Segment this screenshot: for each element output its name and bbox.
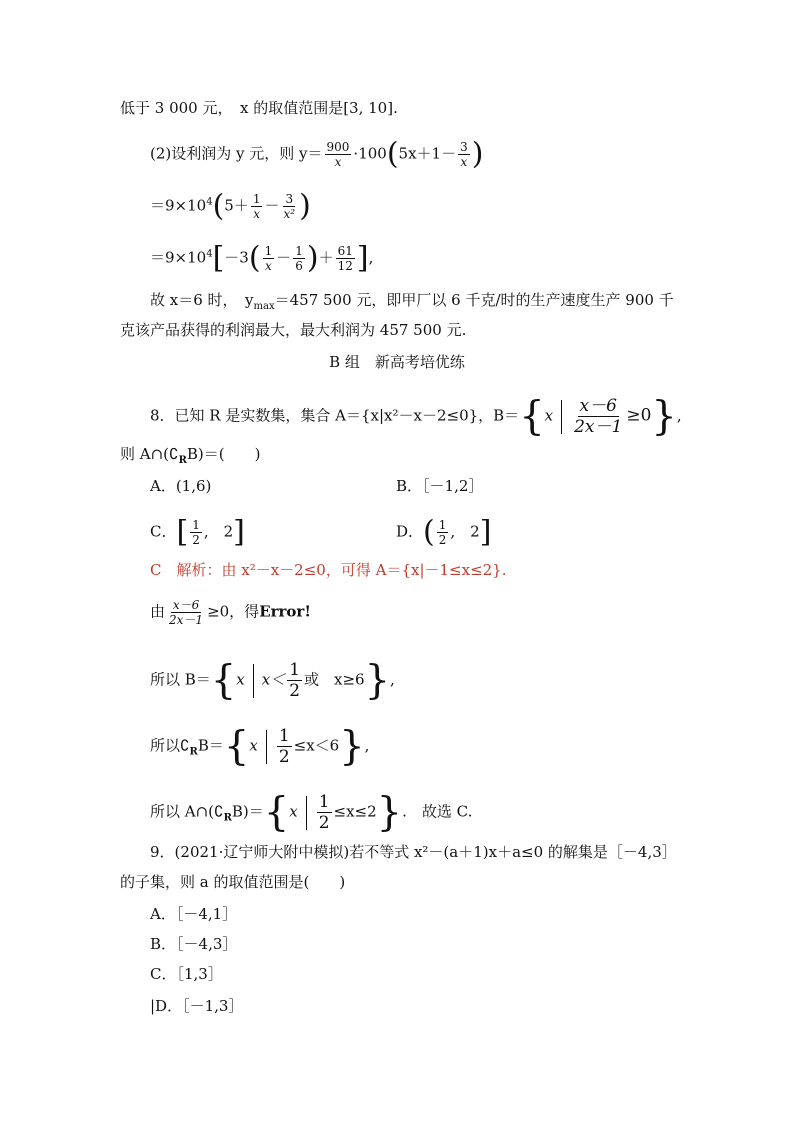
profit-intro: (2)设利润为 y 元，则 y＝ <box>150 144 323 163</box>
profit-step-2: $=9\times 10^4[-3$( $\frac{1}{x}$ － $\frac{1}{6}$ )＋ $\frac{61}{12}$ ], <box>150 240 374 276</box>
range-text: 低于 3 000 元， x 的取值范围是[3, 10]. <box>120 99 398 117</box>
conclusion-line-2: 克该产品获得的利润最大，最大利润为 457 500 元. <box>120 321 467 339</box>
option-b[interactable]: B．［－1,2］ <box>396 477 484 495</box>
conclusion-line-1: 故 x＝6 时， $y_{max}=457$ 500 元，即甲厂以 6 千克/时的生产速度生产 900 千 <box>150 291 674 312</box>
option-d[interactable]: D．( $\frac{1}{2}$ , 2] <box>396 514 492 550</box>
q9-option-a[interactable]: A．［－4,1］ <box>150 905 238 923</box>
error-text: Error! <box>259 602 311 621</box>
q9-option-c[interactable]: C．［1,3］ <box>150 965 223 983</box>
solution-line-3: 所以 B＝{x x＜ $\frac{1}{2}$ 或 x≥6}, <box>150 657 395 704</box>
question-9-stem: 9．(2021·辽宁师大附中模拟)若不等式 x²－(a＋1)x＋a≤0 的解集是［－4,3］ <box>150 843 677 861</box>
question-9-ask: 的子集，则 a 的取值范围是( ) <box>120 873 346 891</box>
solution-line-5: 所以 $A\cap(∁_RB)=\{x$ $\frac{1}{2}$ ≤x≤2}. 故选 C. <box>150 789 473 836</box>
question-8-ask: 则 $A\cap(∁_RB)=$( ) <box>120 445 261 466</box>
q9-option-b[interactable]: B．［－4,3］ <box>150 935 238 953</box>
solution-line-4: 所以$∁_RB=\{x$ $\frac{1}{2}$ ≤x＜6}, <box>150 723 370 770</box>
text-line-range <box>120 98 398 118</box>
option-a[interactable]: A．(1,6) <box>150 477 212 495</box>
option-c[interactable]: C．[ $\frac{1}{2}$ , 2] <box>150 514 245 550</box>
answer-mark: C <box>150 561 162 579</box>
section-heading: B 组 新高考培优练 <box>329 353 465 371</box>
profit-formula-line: (2)设利润为 y 元，则 y＝ $\frac{900}{x}$ ·100(5x＋1－ $\frac{3}{x}$ ) <box>150 136 484 172</box>
profit-step-1: $=9\times 10^4(5+$ $\frac{1}{x}$ － $\frac{3}{\text{x²}}$ ) <box>150 188 311 224</box>
solution-line-1: C 解析：由 x²－x－2≤0，可得 A＝{x|－1≤x≤2}. <box>150 561 507 579</box>
fraction: $\frac{900}{x}$ <box>326 140 350 169</box>
solution-line-2: 由 $\frac{x-6}{2x-1}$ ≥0，得Error! <box>150 598 311 627</box>
q9-option-d[interactable]: |D．［－1,3］ <box>150 997 244 1015</box>
question-8-stem: 8．已知 R 是实数集，集合 A＝{x|x²－x－2≤0}，B＝{x $\frac{x-6}{2x-1}$ ≥0}, <box>150 393 682 440</box>
